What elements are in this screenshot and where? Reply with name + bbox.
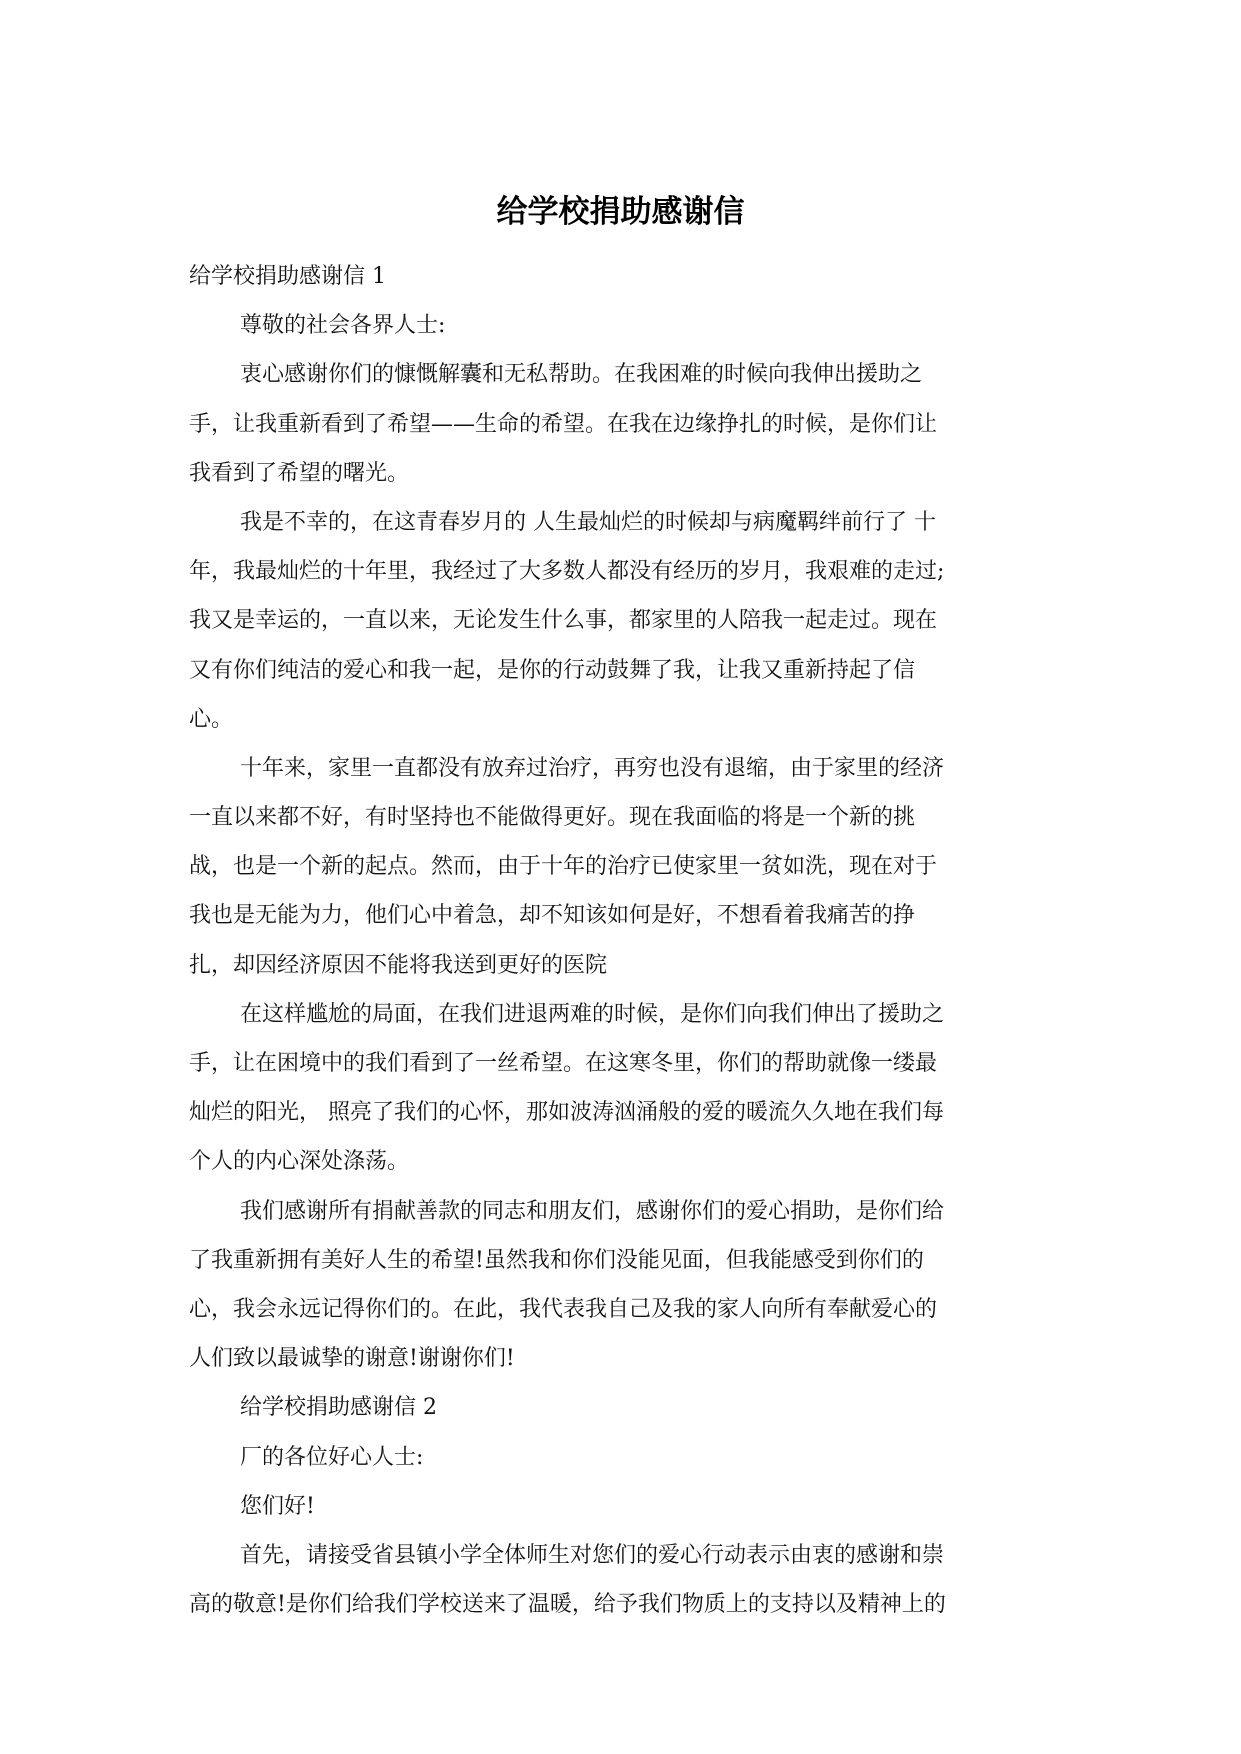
text-line: 您们好!: [240, 1493, 315, 1519]
document-body: [189, 252, 1051, 1629]
text-line: 我们感谢所有捐献善款的同志和朋友们，感谢你们的爱心捐助，是你们给: [240, 1198, 945, 1224]
text-line: 年，我最灿烂的十年里，我经过了大多数人都没有经历的岁月，我艰难的走过;: [189, 559, 945, 585]
text-line: 手，让在困境中的我们看到了一丝希望。在这寒冬里，你们的帮助就像一缕最: [189, 1051, 938, 1076]
text-line: 给学校捐助感谢信 1: [189, 264, 386, 289]
text-line: 心，我会永远记得你们的。在此，我代表我自己及我的家人向所有奉献爱心的: [189, 1296, 938, 1322]
text-line: 首先，请接受省县镇小学全体师生对您们的爱心行动表示由衷的感谢和崇: [240, 1542, 945, 1568]
text-line: 我看到了希望的曙光。: [189, 460, 410, 486]
document-title: 给学校捐助感谢信: [496, 194, 745, 230]
text-line: 衷心感谢你们的慷慨解囊和无私帮助。在我困难的时候向我伸出援助之: [240, 362, 923, 388]
text-line: 人们致以最诚挚的谢意!谢谢你们!: [189, 1346, 515, 1372]
text-line: 给学校捐助感谢信 2: [240, 1395, 437, 1421]
text-line: 个人的内心深处涤荡。: [189, 1149, 410, 1175]
text-line: 了我重新拥有美好人生的希望!虽然我和你们没能见面，但我能感受到你们的: [189, 1247, 924, 1273]
text-line: 在这样尴尬的局面，在我们进退两难的时候，是你们向我们伸出了援助之: [240, 1001, 945, 1027]
text-line: 一直以来都不好，有时坚持也不能做得更好。现在我面临的将是一个新的挑: [189, 805, 916, 831]
text-line: 灿烂的阳光， 照亮了我们的心怀，那如波涛汹涌般的爱的暖流久久地在我们每: [189, 1100, 944, 1126]
text-line: 高的敬意!是你们给我们学校送来了温暖，给予我们物质上的支持以及精神上的: [189, 1592, 946, 1618]
text-line: 扎，却因经济原因不能将我送到更好的医院: [189, 952, 608, 978]
text-line: 厂的各位好心人士:: [240, 1444, 424, 1470]
text-line: 手，让我重新看到了希望——生命的希望。在我在边缘挣扎的时候，是你们让: [189, 411, 938, 437]
text-line: 我是不幸的，在这青春岁月的 人生最灿烂的时候却与病魔羁绊前行了 十: [240, 509, 936, 535]
text-line: 十年来，家里一直都没有放弃过治疗，再穷也没有退缩，由于家里的经济: [240, 755, 945, 781]
text-line: 心。: [189, 706, 234, 732]
text-line: 尊敬的社会各界人士:: [240, 313, 446, 339]
text-line: 又有你们纯洁的爱心和我一起，是你的行动鼓舞了我，让我又重新持起了信: [189, 657, 916, 683]
text-line: 战，也是一个新的起点。然而，由于十年的治疗已使家里一贫如洗，现在对于: [189, 854, 938, 880]
text-line: 我也是无能为力，他们心中着急，却不知该如何是好，不想看着我痛苦的挣: [189, 903, 916, 929]
text-line: 我又是幸运的，一直以来，无论发生什么事，都家里的人陪我一起走过。现在: [189, 608, 938, 634]
